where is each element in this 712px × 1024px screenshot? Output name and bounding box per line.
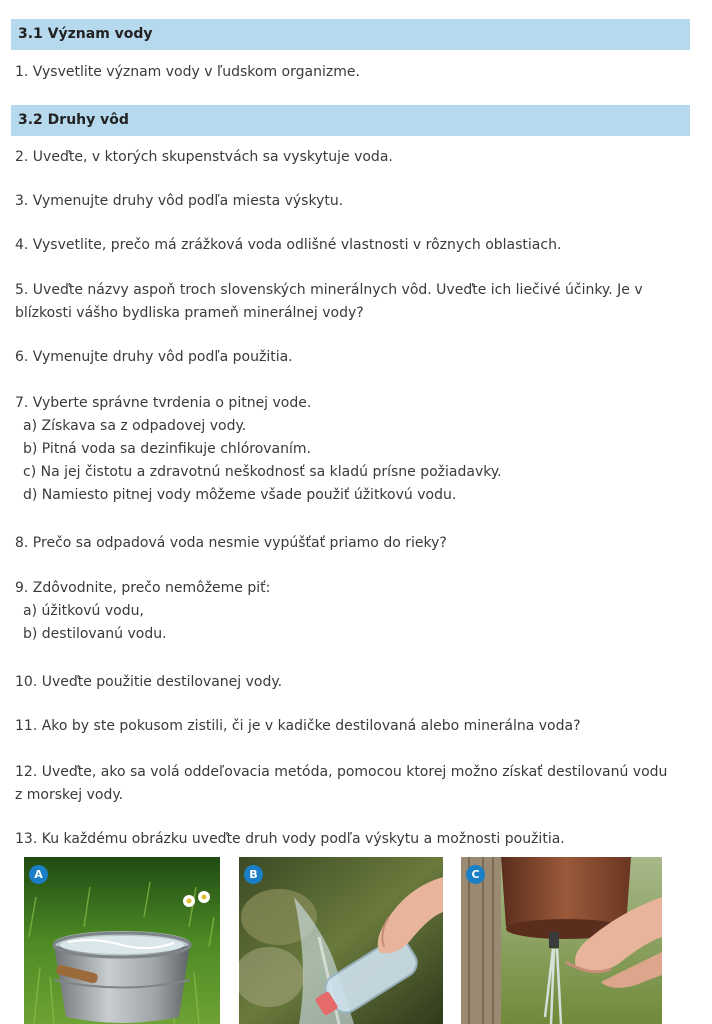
question-3: 3. Vymenujte druhy vôd podľa miesta výskytu. <box>15 193 344 209</box>
question-5: 5. Uveďte názvy aspoň troch slovenských minerálnych vôd. Uveďte ich liečivé účinky. Je v blízkosti vášho bydliska prameň minerálnej vody? <box>15 282 643 321</box>
section-header-3-1: 3.1 Význam vody <box>11 19 690 50</box>
question-7-option-a: a) Získava sa z odpadovej vody. <box>23 418 247 434</box>
question-7: 7. Vyberte správne tvrdenia o pitnej vode. <box>15 395 312 411</box>
question-12: 12. Uveďte, ako sa volá oddeľovacia metóda, pomocou ktorej možno získať destilovanú vodu z morskej vody. <box>15 764 668 803</box>
question-10: 10. Uveďte použitie destilovanej vody. <box>15 674 283 690</box>
section-header-3-2: 3.2 Druhy vôd <box>11 105 690 136</box>
question-7-option-d: d) Namiesto pitnej vody môžeme všade použiť úžitkovú vodu. <box>23 487 457 503</box>
question-9-option-b: b) destilovanú vodu. <box>23 626 167 642</box>
question-9: 9. Zdôvodnite, prečo nemôžeme piť: <box>15 580 271 596</box>
question-2: 2. Uveďte, v ktorých skupenstvách sa vyskytuje voda. <box>15 149 393 165</box>
question-1: 1. Vysvetlite význam vody v ľudskom organizme. <box>15 64 360 80</box>
photo-a-badge: A <box>29 865 48 884</box>
question-7-option-c: c) Na jej čistotu a zdravotnú neškodnosť sa kladú prísne požiadavky. <box>23 464 502 480</box>
question-6: 6. Vymenujte druhy vôd podľa použitia. <box>15 349 293 365</box>
photo-c-hand-washing <box>461 857 662 1024</box>
question-4: 4. Vysvetlite, prečo má zrážková voda odlišné vlastnosti v rôznych oblastiach. <box>15 237 562 253</box>
question-7-option-b: b) Pitná voda sa dezinfikuje chlórovaním. <box>23 441 311 457</box>
photo-b-spring-bottle <box>239 857 443 1024</box>
question-8: 8. Prečo sa odpadová voda nesmie vypúšťať priamo do rieky? <box>15 535 447 551</box>
photo-a-bucket <box>24 857 220 1024</box>
photo-b-badge: B <box>244 865 263 884</box>
photo-c-badge: C <box>466 865 485 884</box>
question-11: 11. Ako by ste pokusom zistili, či je v kadičke destilovaná alebo minerálna voda? <box>15 718 581 734</box>
question-13: 13. Ku každému obrázku uveďte druh vody podľa výskytu a možnosti použitia. <box>15 831 565 847</box>
question-9-option-a: a) úžitkovú vodu, <box>23 603 144 619</box>
